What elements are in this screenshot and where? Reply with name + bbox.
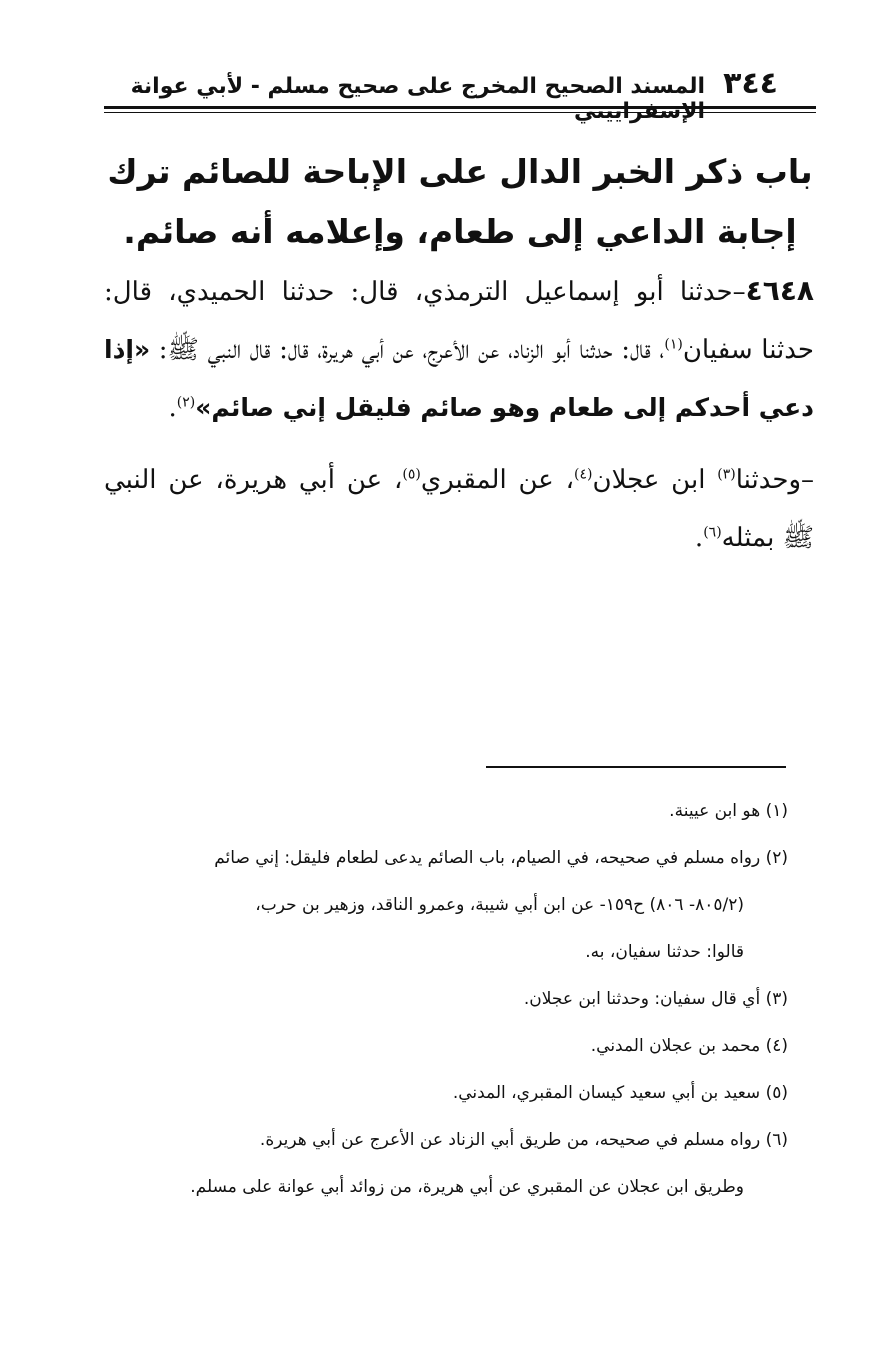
footnote-ref-4[interactable]: (٤)	[574, 466, 593, 483]
hadith-body	[104, 262, 814, 567]
footnote-ref-3[interactable]: (٣)	[717, 466, 736, 483]
chain-part-1: –وحدثنا	[735, 465, 814, 495]
footnotes-list	[88, 788, 788, 1211]
header-rule-thick	[104, 106, 816, 109]
footnote-ref-6[interactable]: (٦)	[703, 524, 722, 541]
running-head	[130, 66, 778, 124]
footnote-2-continuation-1: (٨٠٥/٢- ٨٠٦) ح١٥٩- عن ابن أبي شيبة، وعمرو الناقد، وزهير بن حرب،	[255, 895, 744, 915]
footnote-ref-2[interactable]: (٢)	[176, 394, 196, 411]
footnote-ref-1[interactable]: (١)	[664, 336, 683, 353]
chain-part-4: ، عن أبي هريرة، عن النبي ﷺ بمثله	[104, 465, 814, 553]
hadith-matn: «إذا دعي أحدكم إلى طعام وهو صائم فليقل إني صائم»	[104, 335, 814, 422]
hadith-paragraph	[104, 262, 814, 437]
hadith-end-mark: .	[168, 393, 177, 423]
footnote-1: (١) هو ابن عيينة.	[669, 801, 788, 821]
footnote-2-text: (٢) رواه مسلم في صحيحه، في الصيام، باب الصائم يدعى لطعام فليقل: إني صائم	[214, 848, 788, 868]
footnote-4: (٤) محمد بن عجلان المدني.	[590, 1036, 788, 1056]
chain-part-2: ابن عجلان	[592, 465, 718, 495]
footnote-5: (٥) سعيد بن أبي سعيد كيسان المقبري، المدني.	[452, 1083, 788, 1103]
page-number: ٣٤٤	[723, 66, 778, 101]
footnote-separator	[486, 766, 786, 768]
running-title: المسند الصحيح المخرج على صحيح مسلم - لأبي عوانة	[130, 74, 706, 99]
footnote-6: (٦) رواه مسلم في صحيحه، من طريق أبي الزناد عن الأعرج عن أبي هريرة.	[259, 1130, 788, 1150]
isnad-part-1: –حدثنا أبو إسماعيل الترمذي، قال: حدثنا الحميدي، قال: حدثنا سفيان	[104, 277, 814, 365]
chapter-title: باب ذكر الخبر الدال على الإباحة للصائم ترك إجابة الداعي إلى طعام، وإعلامه أنه صائم.	[107, 152, 813, 251]
footnote-6-continuation: وطريق ابن عجلان عن المقبري عن أبي هريرة، من زوائد أبي عوانة على مسلم.	[190, 1177, 744, 1197]
chain-end-mark: .	[694, 523, 704, 553]
hadith-number: ٤٦٤٨	[745, 274, 814, 307]
footnote-ref-5[interactable]: (٥)	[402, 466, 421, 483]
second-chain-paragraph	[104, 451, 814, 567]
chain-part-3: ، عن المقبري	[420, 465, 574, 495]
footnote-2-continuation-2: قالوا: حدثنا سفيان، به.	[585, 942, 744, 962]
isnad-part-2: ، قال: حدثنا أبو الزناد، عن الأعرج، عن أبي هريرة، قال: قال النبي ﷺ:	[150, 335, 665, 365]
footnote-2	[88, 835, 788, 976]
footnote-3: (٣) أي قال سفيان: وحدثنا ابن عجلان.	[523, 989, 788, 1009]
header-rule-thin	[104, 112, 816, 113]
